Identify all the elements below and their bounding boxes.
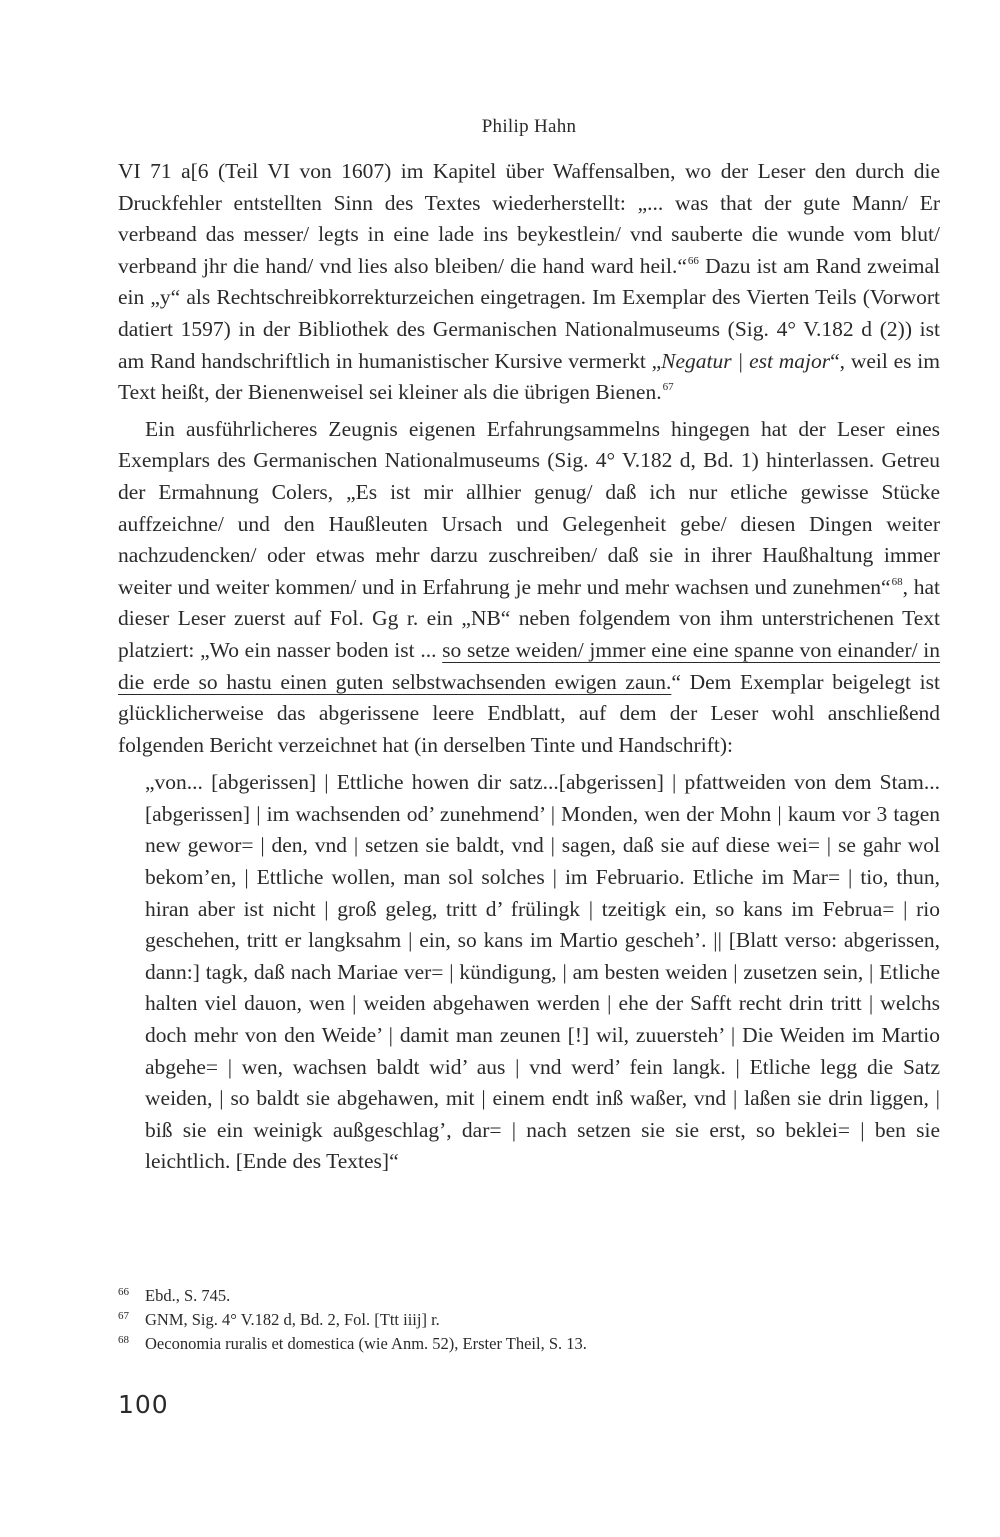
underlined-passage: so setze weiden/ jmmer eine eine spanne von einander/ in die erde so hastu einen guten selbstwachsenden ewigen zaun.: [118, 637, 941, 694]
footnote-text: Oeconomia ruralis et domestica (wie Anm. 52), Erster Theil, S. 13.: [145, 1334, 587, 1353]
footnote-ref-67: 67: [662, 381, 674, 394]
paragraph-1-text-c: “, weil es im Text heißt, der Bienenweisel sei kleiner als die übrigen Bienen.: [118, 348, 940, 405]
footnote-ref-68: 68: [891, 575, 903, 588]
footnote-number: 68: [118, 1334, 129, 1346]
running-head: Philip Hahn: [481, 116, 577, 137]
footnote-68: [118, 1332, 940, 1356]
footnote-number: 66: [118, 1286, 129, 1298]
footnote-number: 67: [118, 1310, 129, 1322]
paragraph-2: [118, 414, 940, 762]
paragraph-2-text-b: , hat dieser Leser zuerst auf Fol. Gg r. ein „NB“ neben folgendem von ihm unterstrichenen Text platziert: „Wo ein nasser boden ist ...: [118, 574, 940, 662]
book-page: [118, 0, 940, 1537]
footnotes: [118, 1284, 940, 1356]
paragraph-1-text-a: VI 71 a[6 (Teil VI von 1607) im Kapitel über Waffensalben, wo der Leser den durch die Druckfehler entstellten Sinn des Textes wiederherstellt: „... was that der gute Mann/ Er verbɐand das messer/ legts in eine lade ins beykestlein/ vnd sauberte die wunde vom blut/ verbɐand jhr die hand/ vnd lies also bleiben/ die hand ward heil.“: [118, 159, 940, 278]
handwritten-note-italic: Negatur | est major: [661, 348, 831, 373]
footnote-ref-66: 66: [687, 254, 699, 267]
footnote-66: [118, 1284, 940, 1308]
paragraph-1: [118, 156, 940, 409]
block-quote: „von... [abgerissen] | Ettliche howen dir satz...[abgerissen] | pfattweiden von dem Stam... [abgerissen] | im wachsenden od’ zunehmend’ | Monden, wen der Mohn | kaum vor 3 tagen new gewor= | den, vnd | setzen sie baldt, vnd | sagen, daß sie auf diese wei= | se gahr wol bekom’en, | Ettliche wollen, man sol solches | im Februario. Etliche im Mar= | tio, thun, hiran aber ist nicht | groß geleg, tritt d’ frülingk | tzeitigk ein, so kans im Februa= | rio geschehen, tritt er langksahm | ein, so kans im Martio gescheh’. || [Blatt verso: abgerissen, dann:] tagk, daß nach Mariae ver= | kündigung, | am besten weiden | zusetzen sein, | Etliche halten viel dauon, wen | weiden abgehawen werden | ehe der Safft recht drin tritt | welchs doch mehr von den Weide’ | damit man zeunen [!] wil, zuuersteh’ | Die Weiden im Martio abgehe= | wen, wachsen baldt wid’ aus | vnd werd’ fein langk. | Etliche legg die Satz weiden, | so baldt sie abgehawen, mit | einem endt inß waßer, vnd | laßen sie drin liggen, | biß sie ein weinigk außgeschlag’, dar= | nach setzen sie sie erst, so beklei= | ben sie leichtlich. [Ende des Textes]“: [145, 770, 940, 1174]
paragraph-1-text-b: Dazu ist am Rand zweimal ein „y“ als Rechtschreibkorrekturzeichen eingetragen. Im Exemplar des Vierten Teils (Vorwort datiert 1597) in der Bibliothek des Germanischen Nationalmuseums (Sig. 4° V.182 d (2)) ist am Rand handschriftlich in humanistischer Kursive vermerkt „: [118, 253, 940, 373]
paragraph-2-text-c: “ Dem Exemplar beigelegt ist glücklicherweise das abgerissene leere Endblatt, auf dem der Leser wohl anschließend folgenden Bericht verzeichnet hat (in derselben Tinte und Handschrift):: [118, 669, 940, 757]
body-text: [118, 156, 940, 1178]
page-number: 100: [118, 1390, 169, 1419]
footnote-text: GNM, Sig. 4° V.182 d, Bd. 2, Fol. [Ttt iiij] r.: [145, 1310, 440, 1329]
footnote-text: Ebd., S. 745.: [145, 1286, 231, 1305]
footnote-67: [118, 1308, 940, 1332]
paragraph-2-text-a: Ein ausführlicheres Zeugnis eigenen Erfahrungsammelns hingegen hat der Leser eines Exemplars des Germanischen Nationalmuseums (Sig. 4° V.182 d, Bd. 1) hinterlassen. Getreu der Ermahnung Colers, „Es ist mir allhier genug/ daß ich nur etliche gewisse Stücke auffzeichne/ und den Haußleuten Ursach und Gelegenheit gebe/ diesen Dingen weiter nachzudencken/ oder etwas mehr darzu zuschreiben/ daß sie in ihrer Haußhaltung immer weiter und weiter kommen/ und in Erfahrung je mehr und mehr wachsen und zunehmen“: [118, 416, 940, 599]
